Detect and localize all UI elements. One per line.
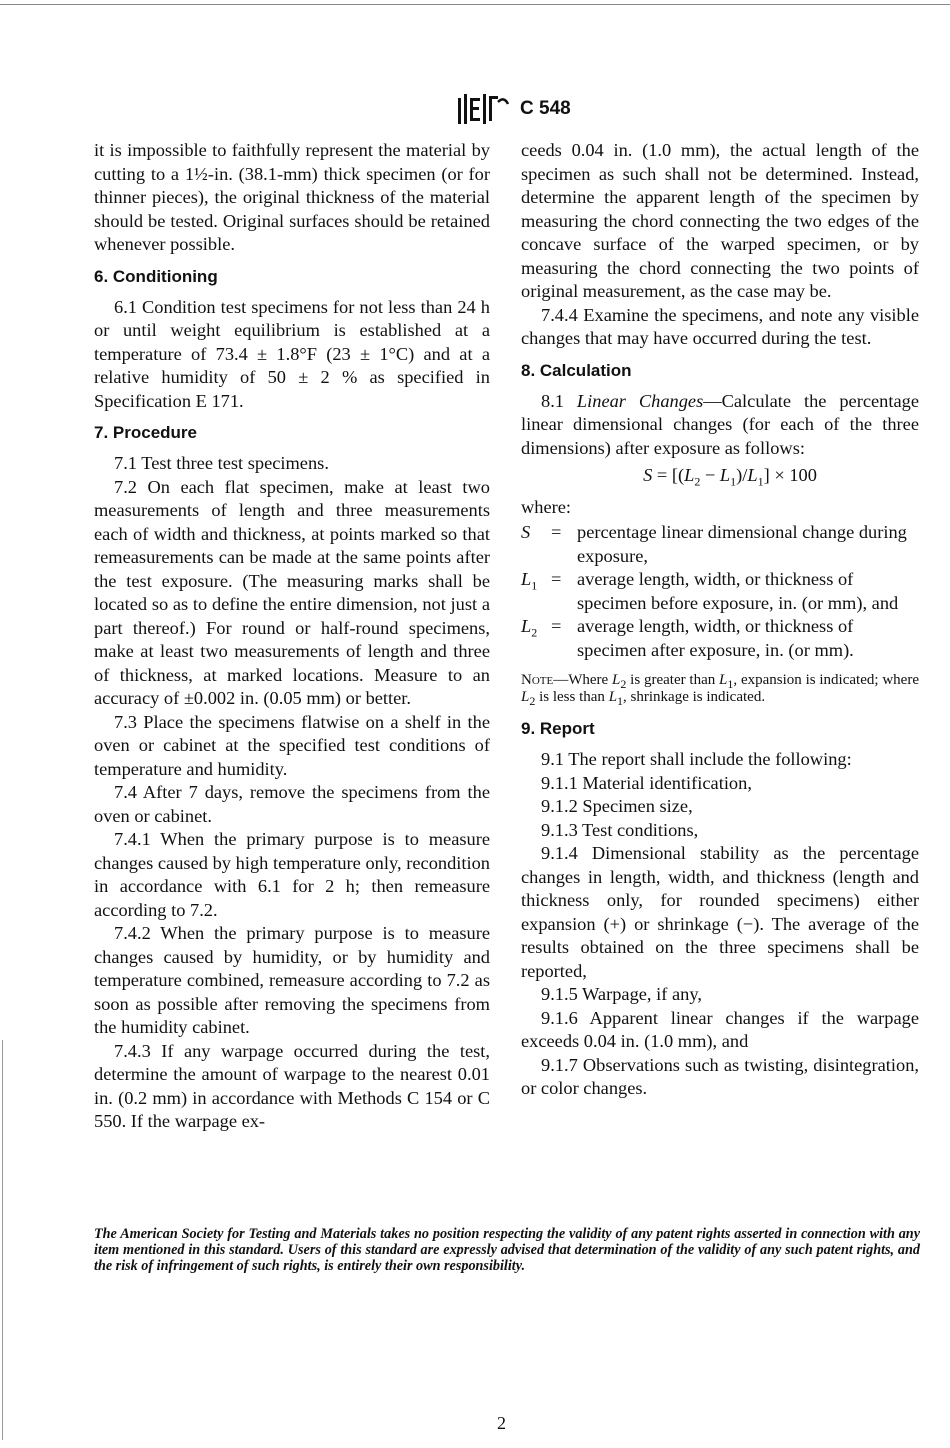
paragraph-7-4-4: 7.4.4 Examine the specimens, and note any visible changes that may have occurred during the test.: [521, 304, 919, 348]
section-heading-conditioning: 6. Conditioning: [94, 266, 218, 286]
paragraph-8-1-text: —Calculate the percentage linear dimensional changes (for each of the three dimensions) after exposure as follows:: [521, 390, 919, 458]
formula-sub2: 2: [694, 474, 701, 489]
paragraph-8-1-number: 8.1: [541, 390, 564, 411]
definition-equals: =: [551, 522, 562, 542]
definition-equals: =: [551, 616, 562, 636]
definition-symbol: $L_2$: [521, 616, 538, 640]
definition-text: average length, width, or thickness of specimen before exposure, in. (or mm), and: [577, 569, 899, 613]
paragraph-6-1: 6.1 Condition test specimens for not less than 24 h or until weight equilibrium is established at a temperature of 73.4 ± 1.8°F (23 ± 1°C) and at a relative humidity of 50 ± 2 % as specified in Specification E 171.: [94, 296, 490, 411]
page-number: 2: [497, 1413, 506, 1433]
paragraph-7-4-2: 7.4.2 When the primary purpose is to measure changes caused by humidity, or by humidity and temperature combined, remeasure according to 7.2 as soon as possible after removing the specimens from the humidity cabinet.: [94, 923, 490, 1037]
paragraph-8-1: [521, 390, 919, 461]
formula-tail: ] × 100: [763, 465, 817, 485]
paragraph-9-1-5: 9.1.5 Warpage, if any,: [541, 984, 702, 1004]
paragraph-7-4: 7.4 After 7 days, remove the specimens from the oven or cabinet.: [94, 782, 490, 826]
paragraph-8-1-term: Linear Changes: [576, 390, 704, 411]
section-heading-procedure: 7. Procedure: [94, 423, 197, 442]
formula-l1b: L: [747, 465, 758, 485]
paragraph-7-2: 7.2 On each flat specimen, make at least two measurements of length and three measurements each of width and thickness, at points marked so that remeasurements can be made at the same points after the test exposure. (The measuring marks shall be located so as to define the entire dimension, not just a part thereof.) For round or half-round specimens, make at least two measurements of length and three of thickness, at marked locations. Measure to an accuracy of ±0.002 in. (0.05 mm) or better.: [94, 476, 490, 708]
definition-equals: =: [551, 569, 562, 589]
definition-row: [521, 521, 919, 568]
formula-minus: −: [700, 465, 720, 485]
section-heading-report: 9. Report: [521, 719, 595, 738]
linear-change-formula: [521, 464, 919, 488]
paragraph-7-1: 7.1 Test three test specimens.: [114, 453, 329, 473]
definition-row: [521, 568, 919, 615]
paragraph-7-4-1: 7.4.1 When the primary purpose is to measure changes caused by high temperature only, recondition in accordance with 6.1 for 2 h; then remeasure according to 7.2.: [94, 829, 490, 920]
paragraph-9-1-6: 9.1.6 Apparent linear changes if the warpage exceeds 0.04 in. (1.0 mm), and: [521, 1007, 919, 1051]
astm-logo-icon: [452, 88, 512, 128]
definition-text: average length, width, or thickness of specimen after exposure, in. (or mm).: [577, 616, 854, 660]
formula-lhs: S: [643, 465, 653, 485]
paragraph-7-4-3-continued: ceeds 0.04 in. (1.0 mm), the actual length of the specimen as such shall not be determined. Instead, determine the apparent length of the specimen by measuring the chord connecting the two edges of the concave surface of the warped specimen, or by measuring the chord connecting the two points of original measurement, as the case may be.: [521, 140, 919, 301]
paragraph-9-1-7: 9.1.7 Observations such as twisting, disintegration, or color changes.: [521, 1054, 919, 1098]
definition-symbol: $L_1$: [521, 569, 538, 593]
paragraph-intro-continued: it is impossible to faithfully represent the material by cutting to a 1½-in. (38.1-mm) thick specimen (or for thinner pieces), the original thickness of the material should be tested. Original surfaces should be retained whenever possible.: [94, 140, 490, 254]
paragraph-9-1: 9.1 The report shall include the following:: [541, 749, 852, 769]
left-edge-rule: [2, 1040, 3, 1440]
paragraph-9-1-3: 9.1.3 Test conditions,: [541, 819, 699, 840]
where-label: where:: [521, 496, 572, 517]
paragraph-7-4-3: 7.4.3 If any warpage occurred during the test, determine the amount of warpage to the nearest 0.01 in. (0.2 mm) in accordance with Methods C 154 or C 550. If the warpage ex-: [94, 1040, 490, 1131]
paragraph-7-3: 7.3 Place the specimens flatwise on a shelf in the oven or cabinet at the specified test conditions of temperature and humidity.: [94, 711, 490, 779]
patent-disclaimer: The American Society for Testing and Materials takes no position respecting the validity of any patent rights asserted in connection with any item mentioned in this standard. Users of this standard are expressly advised that determination of the validity of any such patent rights, and the risk of infringement of such rights, is entirely their own responsibility.: [94, 1226, 920, 1274]
note-label: Note: [521, 672, 554, 688]
paragraph-9-1-4: 9.1.4 Dimensional stability as the percentage changes in length, width, and thickness (length and thickness only, for rounded specimens) either expansion (+) or shrinkage (−). The average of the results obtained on the three specimens shall be reported,: [521, 843, 919, 981]
paragraph-9-1-1: 9.1.1 Material identification,: [541, 772, 752, 793]
top-edge-rule: [0, 4, 950, 5]
formula-sub1: 1: [730, 474, 737, 489]
formula-l1: L: [719, 465, 731, 485]
paragraph-9-1-2: 9.1.2 Specimen size,: [541, 796, 693, 816]
formula-sub1b: 1: [757, 474, 764, 489]
definition-text: percentage linear dimensional change during exposure,: [577, 522, 907, 566]
definition-row: [521, 615, 919, 662]
section-heading-calculation: 8. Calculation: [521, 360, 632, 380]
left-column: [94, 139, 490, 1134]
formula-eq: = [(: [652, 465, 685, 485]
variable-definitions: [521, 521, 919, 662]
calculation-note: Note—Where $L_2$ is greater than $L_1$, expansion is indicated; where $L_2$ is less than $L_1$, shrinkage is indicated.: [521, 672, 919, 708]
formula-l2: L: [684, 465, 695, 485]
document-designation: C 548: [520, 98, 571, 119]
formula-div: )/: [736, 465, 748, 485]
right-column: [521, 139, 919, 1101]
definition-symbol: S: [521, 522, 531, 542]
